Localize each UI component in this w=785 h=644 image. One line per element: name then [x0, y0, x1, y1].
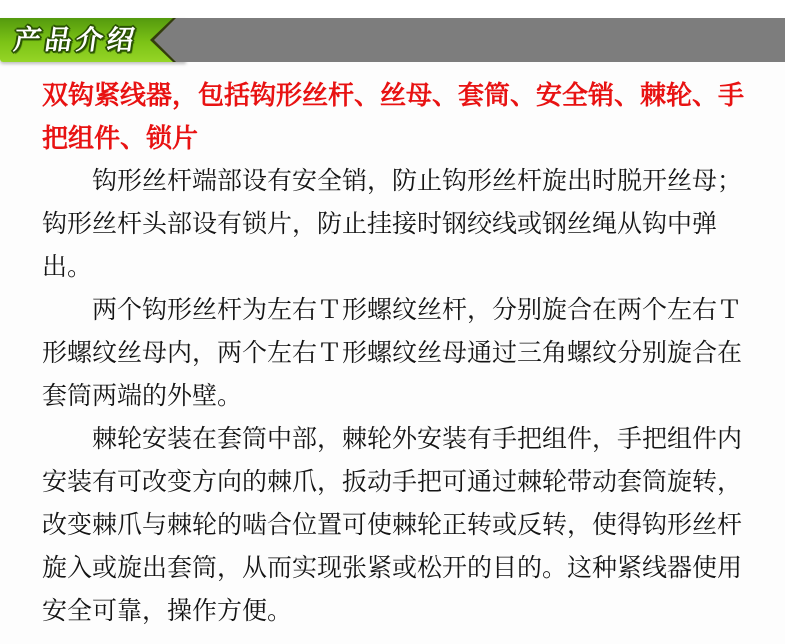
product-intro-page [0, 18, 785, 644]
section-header-banner [0, 18, 785, 62]
banner-gray-ribbon [154, 18, 785, 62]
description-paragraph-2: 两个钩形丝杆为左右Ｔ形螺纹丝杆，分别旋合在两个左右Ｔ形螺纹丝母内，两个左右Ｔ形螺纹丝母通过三角螺纹分别旋合在套筒两端的外壁。 [42, 296, 743, 410]
section-title: 产品介绍 [11, 25, 141, 55]
description-paragraph-1: 钩形丝杆端部设有安全销，防止钩形丝杆旋出时脱开丝母；钩形丝杆头部设有锁片，防止挂接时钢绞线或钢丝绳从钩中弹出。 [42, 167, 743, 281]
description-paragraph-3: 棘轮安装在套筒中部，棘轮外安装有手把组件，手把组件内安装有可改变方向的棘爪，扳动手把可通过棘轮带动套筒旋转，改变棘爪与棘轮的啮合位置可使棘轮正转或反转，使得钩形丝杆旋入或旋出套筒，从而实现张紧或松开的目的。这种紧线器使用安全可靠，操作方便。 [42, 425, 743, 625]
product-description [0, 74, 785, 633]
product-heading: 双钩紧线器，包括钩形丝杆、丝母、套筒、安全销、棘轮、手把组件、锁片 [42, 80, 745, 153]
